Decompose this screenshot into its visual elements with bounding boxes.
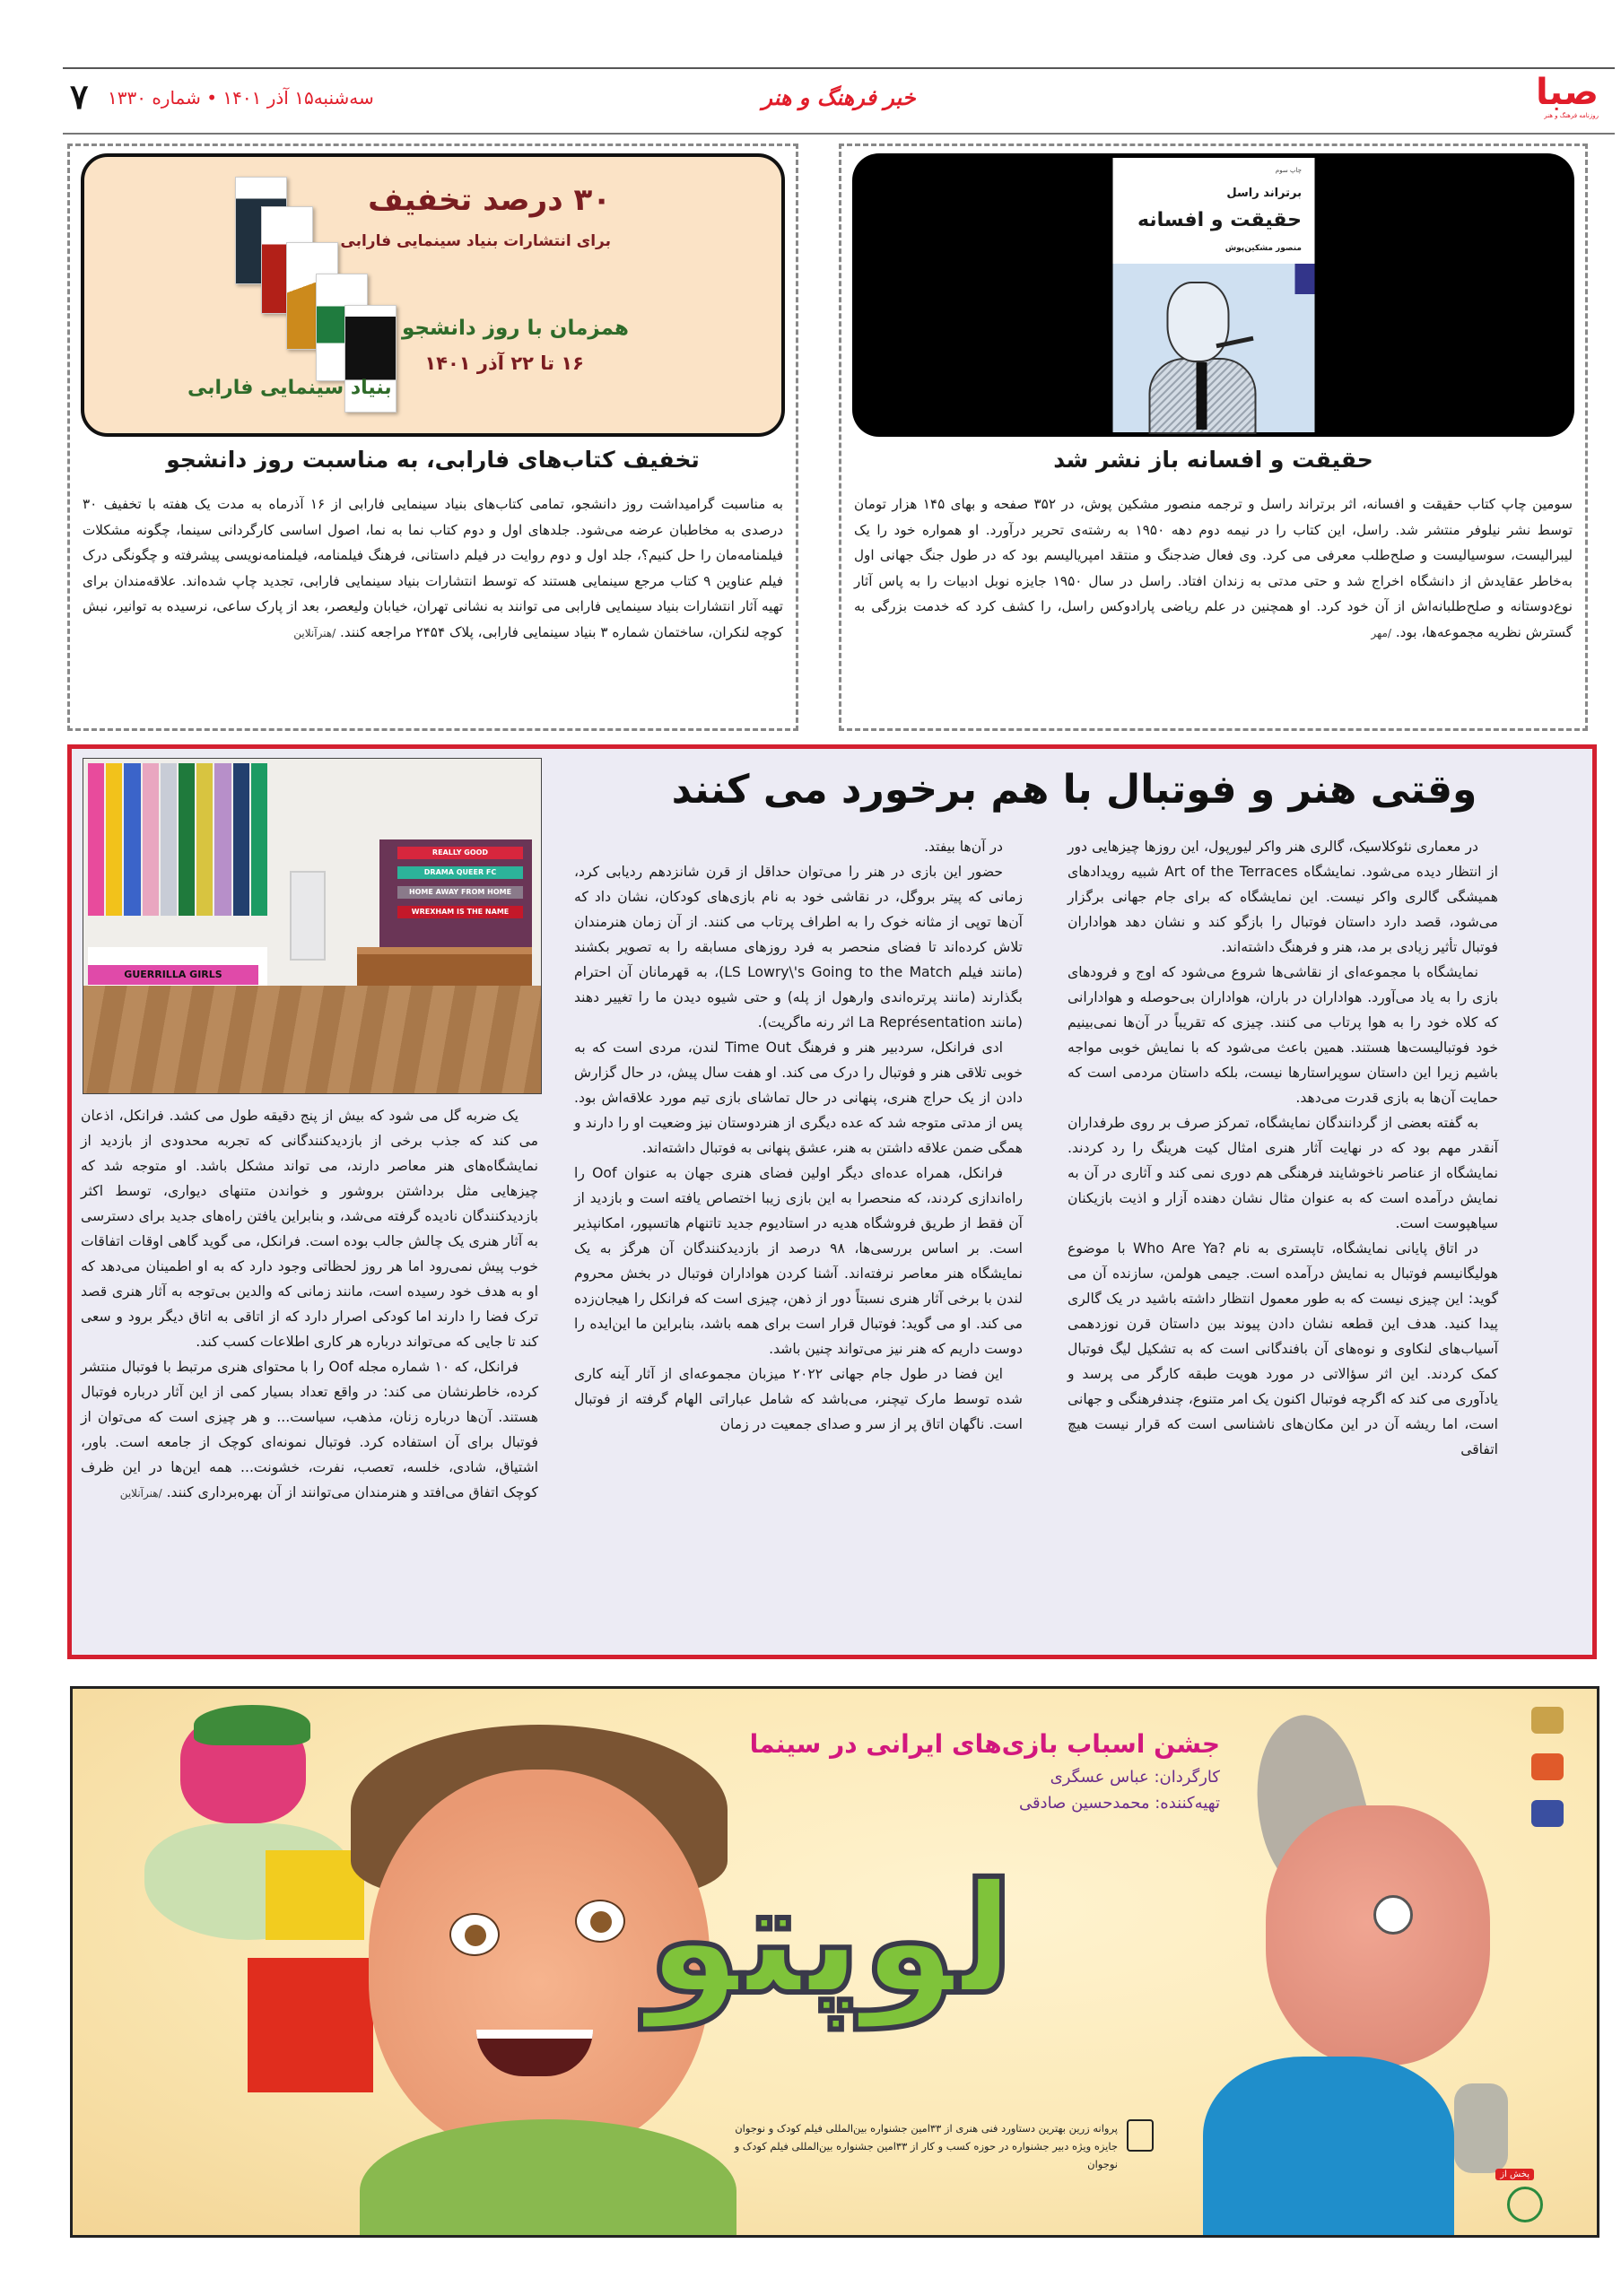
festival-tagline: جشن اسباب بازی‌های ایرانی در سینما — [749, 1729, 1220, 1759]
paragraph: این فضا در طول جام جهانی ۲۰۲۲ میزبان مجموعه‌ای از آثار آینه کاری شده توسط مارک تیچنر، می‌باشد که شامل عباراتی الهام گرفته از فوتبال است. ناگهان اتاق پر از سر و صدای جمعیت در زمان — [574, 1366, 1023, 1432]
distributor-label: پخش از — [1495, 2169, 1534, 2180]
story-body — [83, 491, 783, 646]
publisher-logo-icon — [1294, 264, 1314, 294]
story-text: به مناسبت گرامیداشت روز دانشجو، تمامی کتاب‌های بنیاد سینمایی فارابی از ۱۶ آذرماه به مدت یک هفته با تخفیف ۳۰ درصدی به مخاطبان عرضه می‌شود. جلدهای اول و دوم کتاب نما به نما، اصول اساسی کارگردانی سینما، چگونه مشکلات فیلمنامه‌مان را حل کنیم؟، جلد اول و دوم روایت در فیلم داستانی، فرهنگ فیلمنامه، فیلمنامه‌نویسی پیشرفته و چگونگی درک فیلم عناوین ۹ کتاب مرجع سینمایی هستند که توسط انتشارات بنیاد سینمایی فارابی، تجدید چاپ شده‌اند. علاقه‌مندان برای تهیه آثار انتشارات بنیاد سینمایی فارابی می توانند به نشانی تهران، خیابان ولیعصر، بعد از پارک ساعی، نرسیده به توانیر، نبش کوچه لنکران، ساختمان شماره ۳ بنیاد سینمایی فارابی، پلاک ۲۴۵۴ مراجعه کنند. — [83, 496, 783, 640]
scarf — [124, 763, 140, 916]
article-column-1 — [1068, 834, 1498, 1462]
scarf-banner: HOME AWAY FROM HOME — [397, 886, 523, 899]
scarf-banner: GUERRILLA GIRLS — [88, 965, 258, 985]
paragraph-text: فرانکل، که ۱۰ شماره مجله Oof را با محتوای هنری مرتبط با فوتبال منتشر کرده، خاطرنشان می کند: در واقع تعداد بسیار کمی از این آثار درباره فوتبال هستند. آن‌ها درباره زنان، مذهب، سیاست... و هر چیزی است که می‌توان از فوتبال برای آن استفاده کرد. فوتبال نمونه‌ای کوچک از جامعه است. باور، اشتیاق، شادی، خلسه، تعصب، نفرت، خشونت... همه این‌ها در این ظرف کوچک اتفاق می‌افتد و هنرمندان می‌توانند از آن بهره‌برداری کنند. — [81, 1359, 538, 1500]
director-credit: کارگردان: عباس عسگری — [1050, 1768, 1220, 1787]
sponsor-logos — [1516, 1707, 1579, 1827]
robot-toy-head — [266, 1850, 364, 1940]
old-man-coat — [1203, 2057, 1454, 2238]
paragraph: در اتاق پایانی نمایشگاه، تاپستری به نام ?Who Are Ya با موضوع هولیگانیسم فوتبال به نمایش درآمده است. جیمی هولمن، سازنده آن می گوید: این چیزی نیست که به طور معمول انتظار داشته باشید در یک گالری پیدا کنید. هدف این قطعه نشان دادن پیوند بین داستان قرن نوزدهمی آسیاب‌های لنکاوی و نوه‌های آن بافندگانی است که به تشکیل لیگ فوتبال کمک کردند. این اثر سؤالاتی در مورد هویت طبقه کارگر می پرسد و یادآوری می کند که اگرچه فوتبال اکنون یک امر متنوع، چندفرهنگی و جهانی است، اما ریشه آن در این مکان‌های ناشناسی است که قرار نیست هیچ اتفاقی — [1068, 1240, 1498, 1457]
scarf-banner: WREXHAM IS THE NAME — [397, 906, 523, 918]
story-text: سومین چاپ کتاب حقیقت و افسانه، اثر برتراند راسل و ترجمه منصور مشکین پوش، در ۳۵۲ صفحه و بهای ۱۴۵ هزار تومان توسط نشر نیلوفر منتشر شد. راسل، این کتاب را در نیمه دوم دهه ۱۹۵۰ به رشته‌ی تحریر درآورد. او همواره خود را یک لیبرالیست، سوسیالیست و صلح‌طلب معرفی می کرد. وی فعال ضدجنگ و منتقد امپریالیسم بود که در طول جنگ جهانی اول به‌خاطر عقایدش از دانشگاه اخراج شد و حتی مدتی به زندان افتاد. راسل در سال ۱۹۵۰ جایزه نوبل ادبیات را به پاس آثار نوع‌دوستانه و صلح‌طلبانه‌اش از آن خود کرد. او همچنین در علم ریاضی پارادوکس راسل، را کشف کرد که خدمت بزرگی به گسترش نظریه مجموعه‌ها، بود. — [854, 496, 1573, 640]
scarf — [196, 763, 213, 916]
page-number: ۷ — [70, 76, 89, 117]
masthead — [63, 67, 1615, 135]
eye-icon — [575, 1900, 625, 1943]
scarf — [143, 763, 159, 916]
headline[interactable]: حقیقت و افسانه باز نشر شد — [1053, 447, 1373, 473]
caricature-illustration — [1112, 264, 1314, 432]
promo-title: ۳۰ درصد تخفیف — [368, 182, 611, 218]
scarf — [214, 763, 231, 916]
paragraph: نمایشگاه با مجموعه‌ای از نقاشی‌ها شروع می‌شود که اوج و فرودهای بازی را به یاد می‌آورد. هواداران در باران، هواداران بی‌حوصله و هوادارانی که کلاه خود را به هوا پرتاب می کنند. چیزی که تقریباً در آن‌ها نمی‌بینیم خود فوتبالیست‌ها هستند. همین باعث می‌شود که با نمایش خوبی مواجه باشیم زیرا این داستان سوپراستارها نیست، بلکه داستان مردمی است که حمایت آن‌ها به بازی قدرت می‌دهد. — [1068, 964, 1498, 1106]
paragraph — [81, 1354, 538, 1506]
paragraph: در معماری نئوکلاسیک، گالری هنر واکر لیورپول، این روزها چیزهایی دور از انتظار دیده می‌شود. نمایشگاه Art of the Terraces شبیه رویدادهای همیشگی گالری واکر نیست. این نمایشگاه که برای جام جهانی برگزار می‌شود، قصد دارد داستان فوتبال را بازگو کند و نشان دهد هواداران فوتبال تأثیر زیادی بر مد، هنر و فرهنگ داشته‌اند. — [1068, 839, 1498, 955]
issue-info: سه‌شنبه۱۵ آذر ۱۴۰۱ • شماره ۱۳۳۰ — [108, 87, 374, 109]
eye-icon — [1373, 1895, 1413, 1935]
book-edition: چاپ سوم — [1275, 167, 1302, 174]
purple-wall — [379, 839, 532, 956]
scarf-wall — [88, 763, 267, 916]
paragraph: حضور این بازی در هنر را می‌توان حداقل از قرن شانزدهم ردیابی کرد، زمانی که پیتر بروگل، در نقاشی خود به نام بازی‌های کودکان، نشان داد که آن‌ها توپی از مثانه خوک را به اطراف پرتاب می کنند. از آن زمان هنرمندان تلاش کرده‌اند تا فضای منحصر به فرد روزهای مسابقه را به تصویر بکشند (مانند فیلم LS Lowry\'s Going to the Match)، به قهرمانان آن احترام بگذارند (مانند پرتره‌اندی وارهول از پله) و حتی شیوه دیدن ما را تغییر دهند (مانند La Représentation اثر رنه ماگریت). — [574, 864, 1023, 1031]
book-cover-image — [852, 153, 1574, 437]
award-line: پروانه زرین بهترین دستاورد فنی هنری از ۳۳امین جشنواره بین‌المللی فیلم کودک و نوجوان — [735, 2122, 1118, 2135]
feature-headline[interactable]: وقتی هنر و فوتبال با هم برخورد می کنند — [671, 767, 1477, 813]
scarf — [179, 763, 195, 916]
logo-wordmark: صبا — [1536, 72, 1599, 113]
article-column-2 — [574, 834, 1023, 1437]
old-man-character — [1266, 1805, 1490, 2066]
story-body — [854, 491, 1573, 646]
robot-toy-body — [248, 1958, 373, 2092]
film-award-icon — [1127, 2119, 1154, 2152]
distributor-logo-icon — [1507, 2187, 1543, 2222]
article-column-3 — [81, 1103, 538, 1506]
scarf — [251, 763, 267, 916]
feature-art-and-football — [67, 744, 1597, 1659]
newspaper-logo[interactable] — [1536, 73, 1599, 130]
awards-list — [723, 2119, 1118, 2173]
promo-dates: ۱۶ تا ۲۲ آذر ۱۴۰۱ — [424, 352, 584, 374]
sponsor-logo-icon — [1531, 1800, 1564, 1827]
discount-promo-image — [81, 153, 785, 437]
headline[interactable]: تخفیف کتاب‌های فارابی، به مناسبت روز دانشجو — [166, 447, 700, 473]
source-credit: /مهر — [1371, 626, 1391, 639]
producer-credit: تهیه‌کننده: محمدحسین صادقی — [1018, 1794, 1220, 1813]
sponsor-logo-icon — [1531, 1707, 1564, 1734]
scarf — [161, 763, 177, 916]
gallery-photo — [83, 758, 542, 1094]
book-title: حقیقت و افسانه — [1137, 209, 1302, 231]
story-book-republished — [839, 144, 1588, 731]
paragraph: در آن‌ها بیفتد. — [924, 839, 1003, 855]
caricature-head — [1166, 282, 1229, 362]
section-title: خبر فرهنگ و هنر — [762, 85, 916, 110]
paragraph: فرانکل، همراه عده‌ای دیگر اولین فضای هنری جهان به عنوان Oof را راه‌اندازی کردند، که منحصرا به این بازی زیبا اختصاص یافته است و بازدید از آن فقط از طریق فروشگاه هدیه در استادیوم جدید تاتنهام هاتسپور، امکانپذیر است. بر اساس بررسی‌ها، ۹۸ درصد از بازدیدکنندگان آن هرگز به یک نمایشگاه هنر معاصر نرفته‌اند. آشنا کردن هواداران فوتبال در بخش محروم لندن با برخی آثار هنری نسبتاً دور از ذهن، چیزی است که فرانکل را هیجان‌زده می کند. او می گوید: فوتبال قرار است برای همه باشد، بنابراین ما این‌ایده را دوست داریم که هنر نیز می‌تواند چنین باشد. — [574, 1165, 1023, 1357]
award-line: جایزه ویژه دبیر جشنواره در حوزه کسب و کار از ۳۳امین جشنواره بین‌المللی فیلم کودک و نوجوان — [734, 2140, 1118, 2170]
teapot-lid — [194, 1705, 310, 1745]
eye-icon — [449, 1913, 500, 1956]
scarf — [106, 763, 122, 916]
lantern-icon — [1454, 2083, 1508, 2173]
paragraph: یک ضربه گل می شود که بیش از پنج دقیقه طول می کشد. فرانکل، اذعان می کند که جذب برخی از بازدیدکنندگانی که تجربه محدودی از بازدید از نمایشگاه‌های هنر معاصر دارند، می تواند مشکل باشد. او متوجه شد که چیزهایی مثل برداشتن بروشور و خواندن متنهای دیواری، توسط اکثر بازدیدکنندگان نادیده گرفته می‌شد، و بنابراین یافتن راه‌های جدید برای دسترسی به آثار هنری یک چالش جالب بوده است. فرانکل، می گوید گاهی اوقات اتفاقات خوب پیش نمی‌رود اما هر روز لحظاتی وجود دارد که به او اطمینان می‌دهد که او به هدف خود رسیده است، مانند زمانی که والدین بی‌توجه به آثار هنری قصد ترک فضا را دارند اما کودکی اصرار دارد که از اتاقی به اتاق دیگر برود و سعی کند تا جایی که می‌تواند درباره هر کاری اطلاعات کسب کند. — [81, 1108, 538, 1350]
scarf — [88, 763, 104, 916]
book-author: برتراند راسل — [1226, 187, 1302, 200]
scarf-banner: REALLY GOOD — [397, 847, 523, 859]
paragraph: به گفته بعضی از گردانندگان نمایشگاه، تمرکز صرف بر روی طرفداران آنقدر مهم بود که در نهایت آثار هنری امثال کیت هرینگ را رد کردند. نمایشگاه از عناصر ناخوشایند فرهنگی هم دوری نمی کند و آثاری در آن به نمایش درآمده است که به عنوان مثال نشان دهنده آزار و اذیت بازیکنان سیاهپوست است. — [1068, 1115, 1498, 1231]
sponsor-logo-icon — [1531, 1753, 1564, 1780]
boy-shirt — [360, 2119, 736, 2238]
source-credit: /هنرآنلاین — [119, 1487, 162, 1500]
farabi-logo: بنیاد سینمایی فارابی — [187, 377, 392, 399]
promo-subtitle: برای انتشارات بنیاد سینمایی فارابی — [340, 232, 611, 250]
book-cover — [1112, 158, 1314, 432]
caricature-tie — [1196, 362, 1207, 430]
doorway — [290, 871, 326, 961]
logo-tagline: روزنامه فرهنگ و هنر — [1544, 112, 1599, 119]
scarf — [233, 763, 249, 916]
film-title-logo: لوپتو — [647, 1851, 1015, 2029]
paragraph: ادی فرانکل، سردبیر هنر و فرهنگ Time Out لندن، مردی است که به خوبی تلاقی هنر و فوتبال را درک می کند. او هفت سال پیش، در حال گزارش دادن از یک حراج هنری، پنهانی در حال تماشای بازی تیم مورد علاقه‌اش بود. پس از مدتی متوجه شد که عده دیگری از هنردوستان نیز وضعیت او را دارند و همگی ضمن علاقه داشتن به هنر، عشق پنهانی به فوتبال داشته‌اند. — [574, 1039, 1023, 1156]
film-advertisement[interactable] — [70, 1686, 1599, 2238]
scarf-banner: DRAMA QUEER FC — [397, 866, 523, 879]
wooden-floor — [83, 986, 541, 1093]
story-farabi-discount — [67, 144, 798, 731]
book-translator: منصور مشکین‌پوش — [1224, 244, 1302, 253]
promo-concurrent: همزمان با روز دانشجو — [402, 317, 629, 340]
source-credit: /هنرآنلاین — [293, 626, 336, 639]
